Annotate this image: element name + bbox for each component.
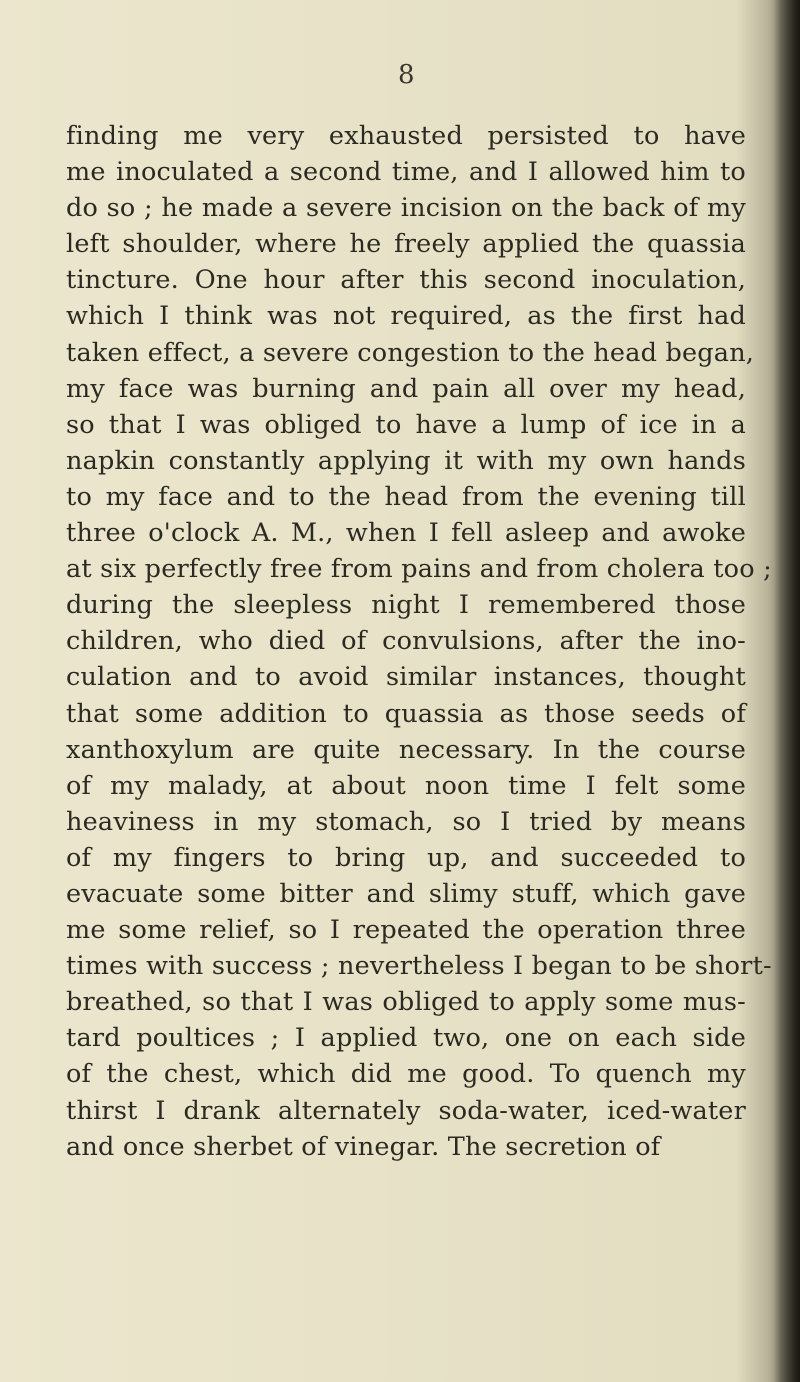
text-line: which I think was not required, as the first had bbox=[66, 301, 746, 332]
text-line: and once sherbet of vinegar. The secretion of bbox=[66, 1131, 661, 1162]
text-line: of my fingers to bring up, and succeeded to bbox=[66, 842, 746, 873]
text-line: left shoulder, where he freely applied the quassia bbox=[66, 229, 746, 260]
text-line: at six perfectly free from pains and from cholera too ; bbox=[66, 554, 772, 585]
body-text bbox=[66, 118, 772, 1165]
text-line: that some addition to quassia as those seeds of bbox=[66, 698, 746, 729]
text-line: tard poultices ; I applied two, one on each side bbox=[66, 1023, 746, 1054]
page-number: 8 bbox=[398, 60, 415, 90]
text-line: thirst I drank alternately soda-water, iced-water bbox=[66, 1095, 746, 1126]
text-line: finding me very exhausted persisted to have bbox=[66, 121, 746, 151]
page-edge-shadow bbox=[774, 0, 800, 1382]
text-line: of my malady, at about noon time I felt some bbox=[66, 770, 746, 801]
text-line: my face was burning and pain all over my head, bbox=[66, 373, 746, 404]
text-line: xanthoxylum are quite necessary. In the course bbox=[66, 734, 746, 765]
text-line: napkin constantly applying it with my own hands bbox=[66, 445, 746, 476]
text-line: times with success ; nevertheless I began to be short- bbox=[66, 951, 772, 982]
text-line: so that I was obliged to have a lump of ice in a bbox=[66, 409, 746, 440]
text-line: breathed, so that I was obliged to apply some mus- bbox=[66, 987, 746, 1018]
text-line: during the sleepless night I remembered those bbox=[66, 590, 746, 621]
text-line: heaviness in my stomach, so I tried by means bbox=[66, 806, 746, 837]
text-line: culation and to avoid similar instances, thought bbox=[66, 662, 746, 693]
text-line: me some relief, so I repeated the operation three bbox=[66, 915, 746, 946]
text-line: children, who died of convulsions, after the ino- bbox=[66, 626, 746, 657]
text-line: taken effect, a severe congestion to the head began, bbox=[66, 337, 755, 368]
text-line: evacuate some bitter and slimy stuff, which gave bbox=[66, 878, 746, 909]
text-line: to my face and to the head from the evening till bbox=[66, 481, 746, 512]
text-line: do so ; he made a severe incision on the back of my bbox=[66, 193, 746, 224]
text-line: tincture. One hour after this second inoculation, bbox=[66, 265, 746, 296]
text-line: of the chest, which did me good. To quench my bbox=[66, 1059, 746, 1090]
text-line: three o'clock A. M., when I fell asleep and awoke bbox=[66, 518, 746, 549]
text-line: me inoculated a second time, and I allowed him to bbox=[66, 157, 746, 188]
